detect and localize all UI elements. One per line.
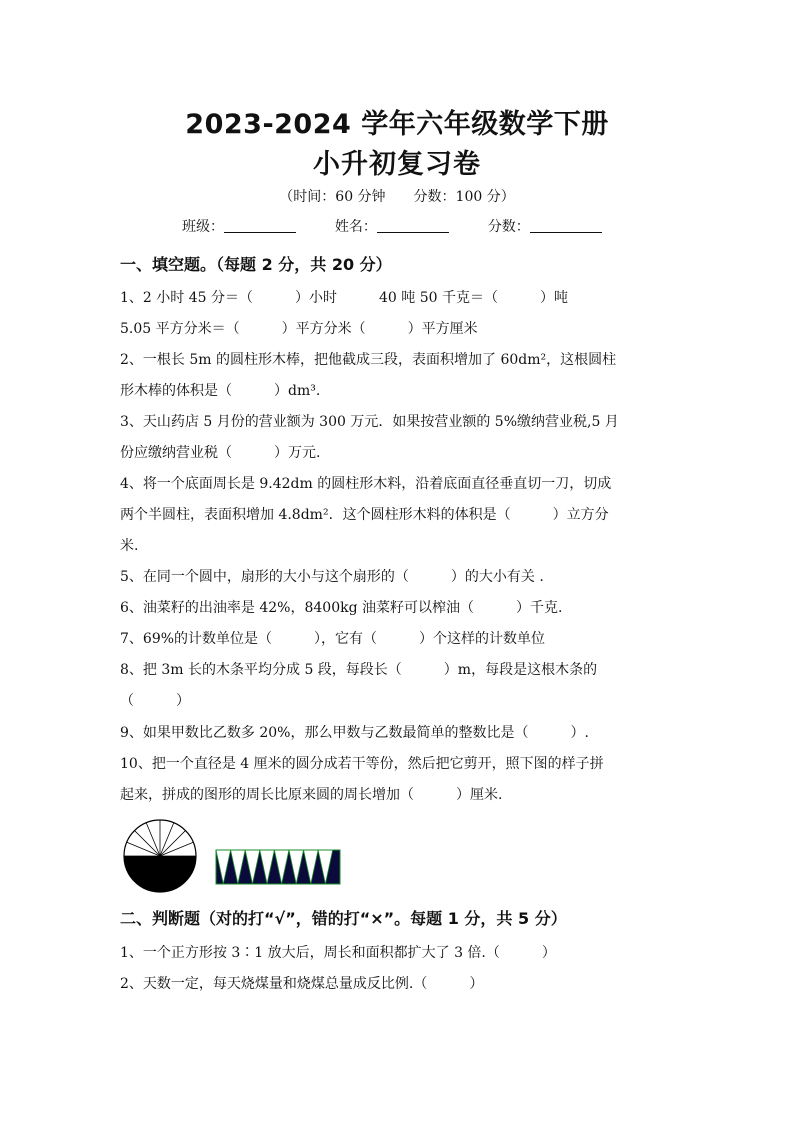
divided-circle-figure bbox=[120, 818, 200, 894]
class-blank[interactable] bbox=[224, 218, 296, 233]
question-9: 9、如果甲数比乙数多 20%，那么甲数与乙数最简单的整数比是（ ）. bbox=[120, 725, 589, 741]
question-10-line-2: 起来，拼成的图形的周长比原来圆的周长增加（ ）厘米. bbox=[120, 787, 503, 803]
circle-bottom-half bbox=[124, 856, 196, 892]
question-4-line-3: 米. bbox=[120, 538, 139, 554]
class-label: 班级： bbox=[182, 219, 224, 235]
exam-subtitle: 小升初复习卷 bbox=[313, 149, 481, 180]
question-8-line-1: 8、把 3m 长的木条平均分成 5 段，每段长（ ）m，每段是这根木条的 bbox=[120, 662, 598, 678]
question-3-line-2: 份应缴纳营业税（ ）万元. bbox=[120, 445, 321, 461]
exam-meta: （时间：60 分钟 分数：100 分） bbox=[279, 189, 515, 205]
name-blank[interactable] bbox=[377, 218, 449, 233]
question-1-line-1: 1、2 小时 45 分＝（ ）小时 40 吨 50 千克＝（ ）吨 bbox=[120, 290, 568, 306]
circle-radius-line bbox=[160, 831, 185, 856]
question-5: 5、在同一个圆中，扇形的大小与这个扇形的（ ）的大小有关 . bbox=[120, 569, 544, 585]
question-10-line-1: 10、把一个直径是 4 厘米的圆分成若干等份，然后把它剪开，照下图的样子拼 bbox=[120, 756, 604, 772]
circle-radius-line bbox=[135, 831, 160, 856]
question-4-line-2: 两个半圆柱，表面积增加 4.8dm²．这个圆柱形木料的体积是（ ）立方分 bbox=[120, 507, 609, 523]
judgement-2: 2、天数一定，每天烧煤量和烧煤总量成反比例.（ ） bbox=[120, 976, 484, 992]
question-6: 6、油菜籽的出油率是 42%，8400kg 油菜籽可以榨油（ ）千克. bbox=[120, 600, 563, 616]
score-label: 分数： bbox=[487, 219, 530, 235]
question-7: 7、69%的计数单位是（ ），它有（ ）个这样的计数单位 bbox=[120, 631, 546, 647]
question-2-line-2: 形木棒的体积是（ ）dm³. bbox=[120, 383, 321, 399]
question-2-line-1: 2、一根长 5m 的圆柱形木棒，把他截成三段，表面积增加了 60dm²，这根圆柱 bbox=[120, 352, 617, 368]
judgement-1: 1、一个正方形按 3∶1 放大后，周长和面积都扩大了 3 倍.（ ） bbox=[120, 945, 556, 961]
exam-title: 2023-2024 学年六年级数学下册 bbox=[185, 109, 609, 140]
section1-heading: 一、填空题。（每题 2 分，共 20 分） bbox=[120, 255, 392, 274]
question-4-line-1: 4、将一个底面周长是 9.42dm 的圆柱形木料，沿着底面直径垂直切一刀，切成 bbox=[120, 476, 612, 492]
section2-heading: 二、判断题（对的打“√”，错的打“×”。每题 1 分，共 5 分） bbox=[120, 909, 567, 928]
question-3-line-1: 3、天山药店 5 月份的营业额为 300 万元．如果按营业额的 5%缴纳营业税,5 月 bbox=[120, 414, 619, 430]
question-8-line-2: （ ） bbox=[120, 693, 190, 709]
rearranged-strips-figure bbox=[214, 846, 342, 886]
name-label: 姓名： bbox=[334, 219, 377, 235]
student-info-fields bbox=[182, 216, 602, 236]
score-blank[interactable] bbox=[530, 218, 602, 233]
question-1-line-2: 5.05 平方分米＝（ ）平方分米（ ）平方厘米 bbox=[120, 321, 478, 337]
